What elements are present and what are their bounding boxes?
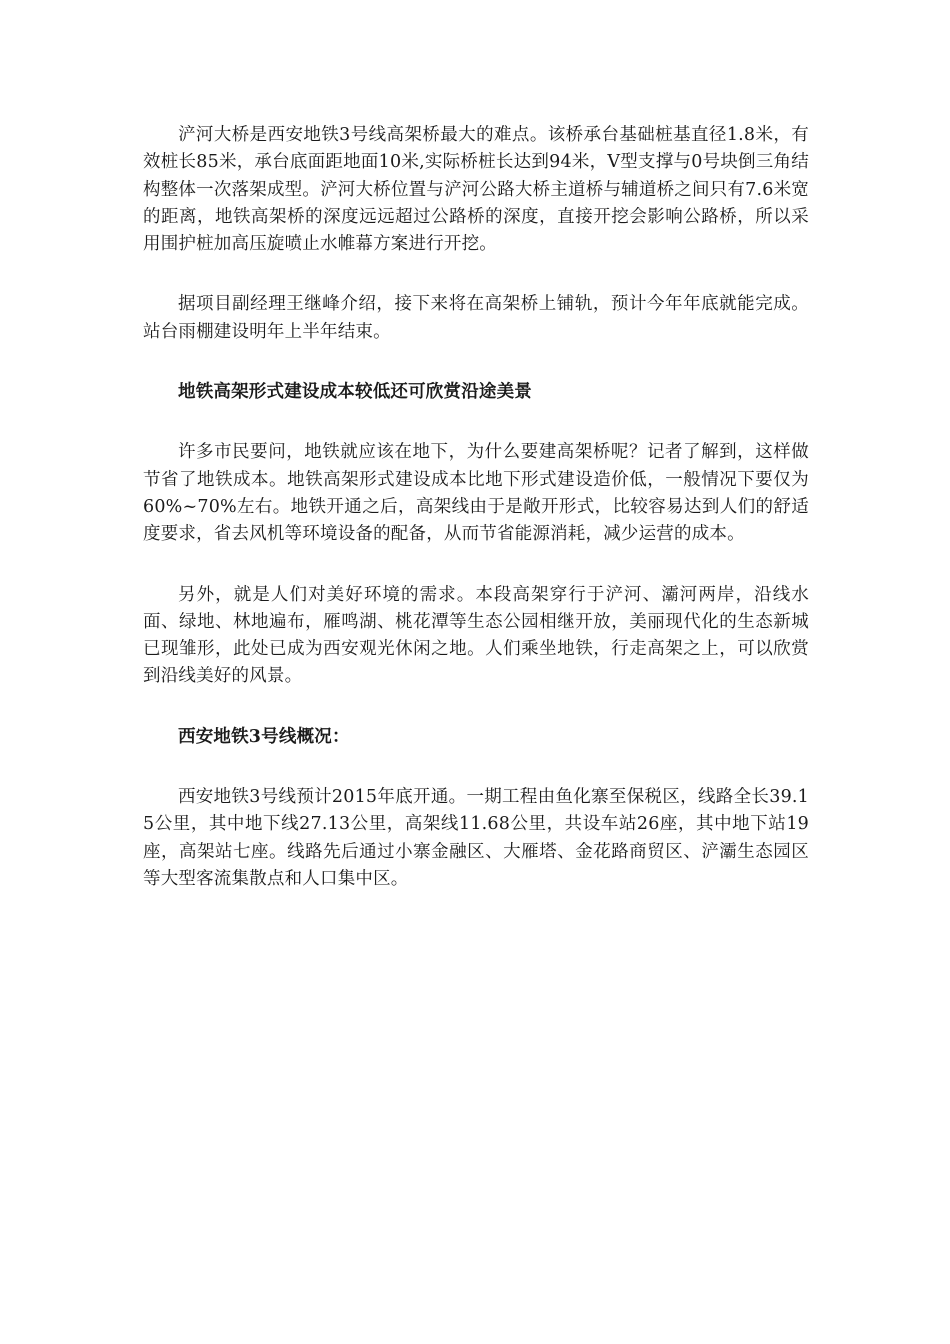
paragraph-chanhe-bridge: 浐河大桥是西安地铁3号线高架桥最大的难点。该桥承台基础桩基直径1.8米，有效桩长85米，承台底面距地面10米,实际桥桩长达到94米，V型支撑与0号块倒三角结构整体一次落架成型。浐河大桥位置与浐河公路大桥主道桥与辅道桥之间只有7.6米宽的距离，地铁高架桥的深度远远超过公路桥的深度，直接开挖会影响公路桥，所以采用围护桩加高压旋喷止水帷幕方案进行开挖。 (143, 125, 809, 255)
paragraph-scenery: 另外，就是人们对美好环境的需求。本段高架穿行于浐河、灞河两岸，沿线水面、绿地、林地遍布，雁鸣湖、桃花潭等生态公园相继开放，美丽现代化的生态新城已现雏形，此处已成为西安观光休闲之地。人们乘坐地铁，行走高架之上，可以欣赏到沿线美好的风景。 (143, 584, 809, 687)
section-heading-line3-overview: 西安地铁3号线概况： (178, 726, 350, 747)
paragraph-elevated-cost: 许多市民要问，地铁就应该在地下，为什么要建高架桥呢？记者了解到，这样做节省了地铁成本。地铁高架形式建设成本比地下形式建设造价低，一般情况下要仅为60%~70%左右。地铁开通之后，高架线由于是敞开形式，比较容易达到人们的舒适度要求，省去风机等环境设备的配备，从而节省能源消耗，减少运营的成本。 (143, 442, 809, 545)
paragraph-line3-overview: 西安地铁3号线预计2015年底开通。一期工程由鱼化寨至保税区，线路全长39.15公里，其中地下线27.13公里，高架线11.68公里，共设车站26座，其中地下站19座，高架站七座。线路先后通过小寨金融区、大雁塔、金花路商贸区、浐灞生态园区等大型客流集散点和人口集中区。 (143, 787, 809, 889)
section-heading-elevated-cost: 地铁高架形式建设成本较低还可欣赏沿途美景 (178, 382, 532, 403)
paragraph-track-laying: 据项目副经理王继峰介绍，接下来将在高架桥上铺轨，预计今年年底就能完成。站台雨棚建设明年上半年结束。 (143, 294, 809, 342)
document-body (143, 122, 809, 893)
